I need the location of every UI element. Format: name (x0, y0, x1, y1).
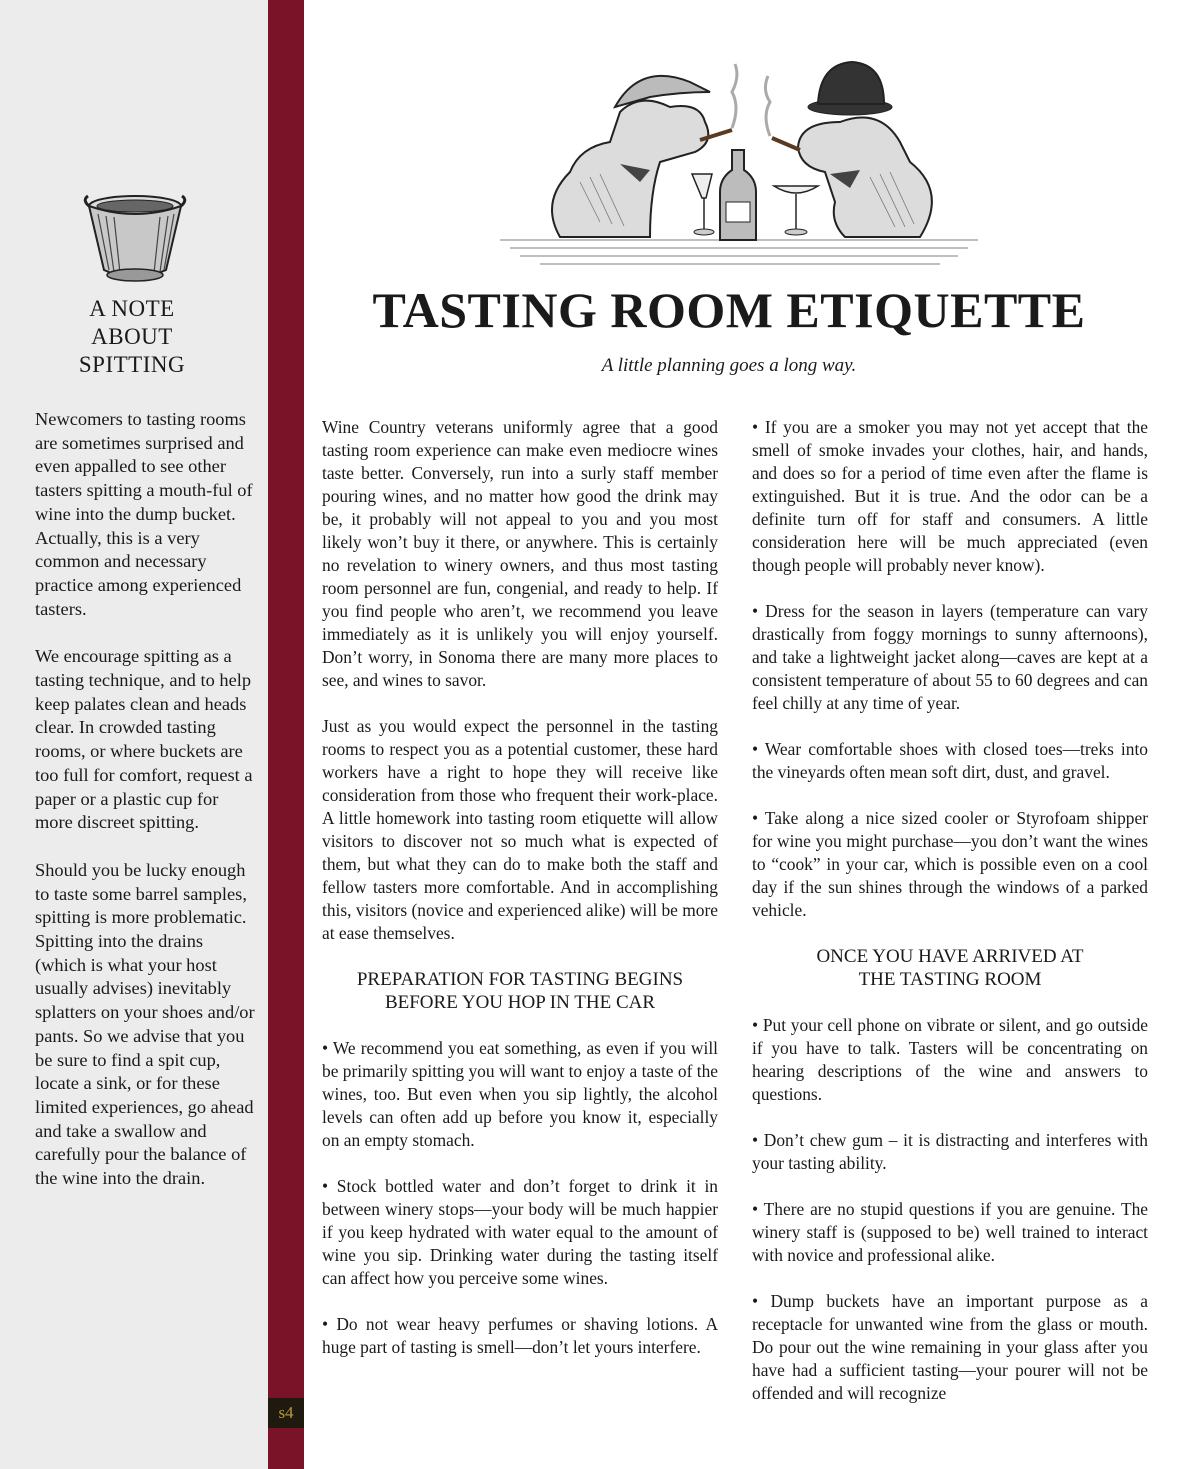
sidebar-paragraph: We encourage spitting as a tasting technique, and to help keep palates clean and heads clear. In crowded tasting rooms, or where buckets are too full for comfort, request a paper or a plastic cup for more discreet spitting. (35, 646, 253, 833)
bullet-paragraph: • If you are a smoker you may not yet accept that the smell of smoke invades your clothes, hair, and hands, and does so for a period of time even after the flame is extinguished. But it is true. And the odor can be a definite turn off for staff and consumers. A little consideration here will be much appreciated (even though people will probably never know). (752, 417, 1148, 575)
bullet-paragraph: • Wear comfortable shoes with closed toes—treks into the vineyards often mean soft dirt, dust, and gravel. (752, 739, 1148, 782)
sidebar-title-line: ABOUT (91, 324, 173, 349)
bucket-illustration (80, 192, 190, 284)
bullet-paragraph: • Do not wear heavy perfumes or shaving lotions. A huge part of tasting is smell—don’t let yours interfere. (322, 1314, 718, 1357)
sidebar-paragraph: Should you be lucky enough to taste some barrel samples, spitting is more problematic. Spitting into the drains (which is what your host usually advises) inevitably splatters on your shoes and/or pants. So we advise that you be sure to find a spit cup, locate a sink, or for these limited experiences, go ahead and take a swallow and carefully pour the balance of the wine into the drain. (35, 859, 255, 1189)
bullet-paragraph: • There are no stupid questions if you are genuine. The winery staff is (supposed to be) well trained to interact with novice and professional alike. (752, 1199, 1148, 1265)
article-column-right (752, 416, 1148, 1428)
bullet-paragraph: • Take along a nice sized cooler or Styrofoam shipper for wine you might purchase—you don’t want the wines to “cook” in your car, which is possible even on a cool day if the sun shines through the windows of a parked vehicle. (752, 808, 1148, 920)
bullet-paragraph: • Dump buckets have an important purpose as a receptacle for unwanted wine from the glass or mouth. Do pour out the wine remaining in your glass after you have had a sufficient tasting—your pourer will not be offended and will recognize (752, 1291, 1148, 1403)
sidebar-title-line: A NOTE (89, 296, 175, 321)
section-heading-line: THE TASTING ROOM (858, 969, 1042, 990)
dogs-smoking-illustration (500, 52, 978, 272)
page-title: TASTING ROOM ETIQUETTE (372, 282, 1086, 338)
bullet-paragraph: • Stock bottled water and don’t forget to drink it in between winery stops—your body will be much happier if you keep hydrated with water equal to the amount of wine you sip. Drinking water during the tasting itself can affect how you perceive some wines. (322, 1176, 718, 1288)
sidebar (0, 0, 268, 1469)
section-heading-line: PREPARATION FOR TASTING BEGINS (356, 969, 684, 990)
accent-band (268, 0, 304, 1469)
section-heading-line: ONCE YOU HAVE ARRIVED AT (816, 946, 1084, 967)
bullet-paragraph: • Put your cell phone on vibrate or silent, and go outside if you have to talk. Tasters will be concentrating on hearing descriptions of the wine and answers to questions. (752, 1015, 1148, 1104)
sidebar-title-line: SPITTING (78, 352, 186, 377)
sidebar-title (18, 295, 246, 379)
body-paragraph: Just as you would expect the personnel in the tasting rooms to respect you as a potential customer, these hard workers have a right to hope they will receive like consideration from those who frequent their work-place. A little homework into tasting room etiquette will allow visitors to discover not so much what is expected of them, but what they can do to make both the staff and fellow tasters more comfortable. And in accomplishing this, visitors (novice and experienced alike) will be more at ease themselves. (322, 716, 718, 943)
bullet-paragraph: • Dress for the season in layers (temperature can vary drastically from foggy mornings to sunny afternoons), and take a lightweight jacket along—caves are kept at a consistent temperature of about 55 to 60 degrees and can feel chilly at any time of year. (752, 601, 1148, 713)
article-column-left (322, 416, 718, 1382)
bullet-paragraph: • Don’t chew gum – it is distracting and interferes with your tasting ability. (752, 1130, 1148, 1173)
body-paragraph: Wine Country veterans uniformly agree that a good tasting room experience can make even mediocre wines taste better. Conversely, run into a surly staff member pouring wines, and no matter how good the drink may be, it probably will not appeal to you and you most likely won’t buy it there, or anywhere. This is certainly no revelation to winery owners, and thus most tasting room personnel are fun, congenial, and ready to help. If you find people who aren’t, we recommend you leave immediately as it is unlikely you will enjoy yourself. Don’t worry, in Sonoma there are many more places to see, and wines to savor. (322, 417, 718, 690)
bullet-paragraph: • We recommend you eat something, as even if you will be primarily spitting you will want to enjoy a taste of the wines, too. But even when you sip lightly, the alcohol levels can often add up before you know it, especially on an empty stomach. (322, 1038, 718, 1150)
page-number: s4 (268, 1398, 304, 1428)
page-subtitle: A little planning goes a long way. (601, 355, 857, 376)
section-heading-preparation (322, 968, 718, 1014)
section-heading-line: BEFORE YOU HOP IN THE CAR (384, 992, 656, 1013)
sidebar-body (35, 408, 257, 1215)
sidebar-paragraph: Newcomers to tasting rooms are sometimes surprised and even appalled to see other tasters spitting a mouth-ful of wine into the dump bucket. Actually, this is a very common and necessary practice among experienced tasters. (35, 409, 253, 619)
section-heading-arrived (752, 945, 1148, 991)
